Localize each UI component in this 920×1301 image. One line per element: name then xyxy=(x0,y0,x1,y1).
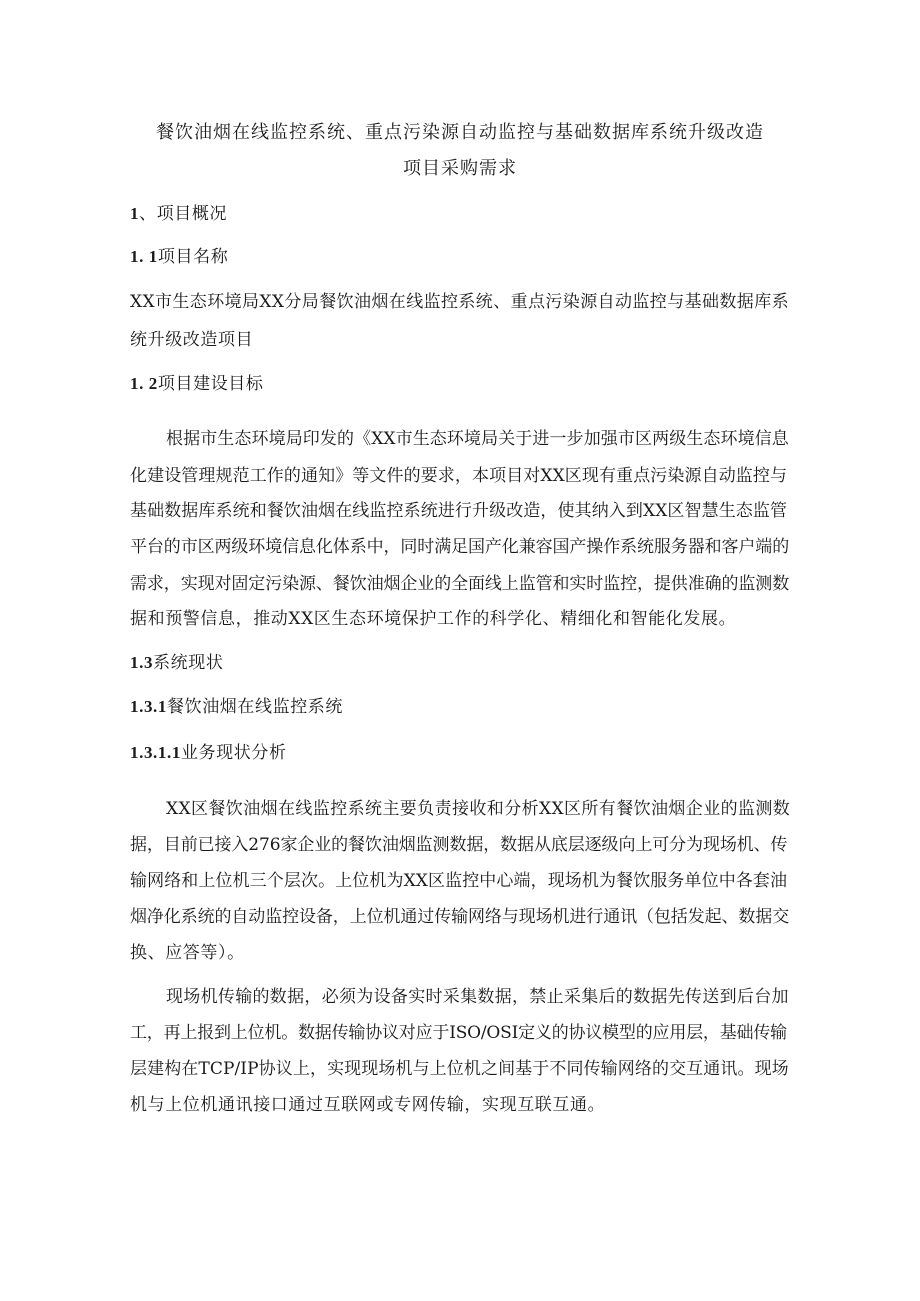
heading-1-1 xyxy=(130,245,228,269)
heading-text: 项目名称 xyxy=(157,247,229,267)
paragraph-line: 工，再上报到上位机。数据传输协议对应于ISO/OSI定义的协议模型的应用层，基础传输 xyxy=(130,1023,787,1043)
paragraph-line: 化建设管理规范工作的通知》等文件的要求，本项目对XX区现有重点污染源自动监控与 xyxy=(130,466,788,486)
heading-1-3 xyxy=(130,651,223,675)
heading-1-3-1-1 xyxy=(130,741,287,765)
paragraph-line: 平台的市区两级环境信息化体系中，同时满足国产化兼容国产操作系统服务器和客户端的 xyxy=(130,537,790,557)
paragraph-line: XX市生态环境局XX分局餐饮油烟在线监控系统、重点污染源自动监控与基础数据库系 xyxy=(130,292,790,312)
paragraph-line: 需求，实现对固定污染源、餐饮油烟企业的全面线上监管和实时监控，提供准确的监测数 xyxy=(130,574,790,594)
heading-text: 业务现状分析 xyxy=(180,743,287,763)
heading-number: 1 xyxy=(130,204,140,223)
paragraph-line: 现场机传输的数据，必须为设备实时采集数据，禁止采集后的数据先传送到后台加 xyxy=(166,987,789,1007)
paragraph-line: 据，目前已接入276家企业的餐饮油烟监测数据，数据从底层逐级向上可分为现场机、传 xyxy=(130,835,788,855)
heading-1-2 xyxy=(130,372,264,396)
heading-text: 项目建设目标 xyxy=(157,374,264,394)
heading-1-3-1 xyxy=(130,695,343,719)
paragraph-line: 换、应答等）。 xyxy=(130,943,245,963)
paragraph-line: 统升级改造项目 xyxy=(130,330,254,350)
paragraph-line: 层建构在TCP/IP协议上，实现现场机与上位机之间基于不同传输网络的交互通讯。现场 xyxy=(130,1059,789,1079)
heading-text: 系统现状 xyxy=(153,653,224,673)
heading-text: 餐饮油烟在线监控系统 xyxy=(167,697,343,717)
heading-number: 1. 2 xyxy=(130,374,158,393)
paragraph-line: 机与上位机通讯接口通过互联网或专网传输，实现互联互通。 xyxy=(130,1095,606,1115)
paragraph-line: XX区餐饮油烟在线监控系统主要负责接收和分析XX区所有餐饮油烟企业的监测数 xyxy=(166,799,791,819)
heading-number: 1. 1 xyxy=(130,247,158,266)
paragraph-line: 根据市生态环境局印发的《XX市生态环境局关于进一步加强市区两级生态环境信息 xyxy=(166,429,789,449)
heading-number: 1.3.1.1 xyxy=(130,743,181,762)
paragraph-line: 基础数据库系统和餐饮油烟在线监控系统进行升级改造，使其纳入到XX区智慧生态监管 xyxy=(130,501,788,521)
paragraph-line: 烟净化系统的自动监控设备，上位机通过传输网络与现场机进行通讯（包括发起、数据交 xyxy=(130,907,790,927)
heading-number: 1.3 xyxy=(130,653,154,672)
document-title-line-1: 餐饮油烟在线监控系统、重点污染源自动监控与基础数据库系统升级改造 xyxy=(156,122,764,143)
document-title-line-2: 项目采购需求 xyxy=(403,158,517,179)
heading-1 xyxy=(130,202,227,226)
paragraph-line: 据和预警信息，推动XX区生态环境保护工作的科学化、精细化和智能化发展。 xyxy=(130,609,737,629)
heading-text: 、项目概况 xyxy=(139,204,228,224)
heading-number: 1.3.1 xyxy=(130,697,167,716)
paragraph-line: 输网络和上位机三个层次。上位机为XX区监控中心端，现场机为餐饮服务单位中各套油 xyxy=(130,871,788,891)
